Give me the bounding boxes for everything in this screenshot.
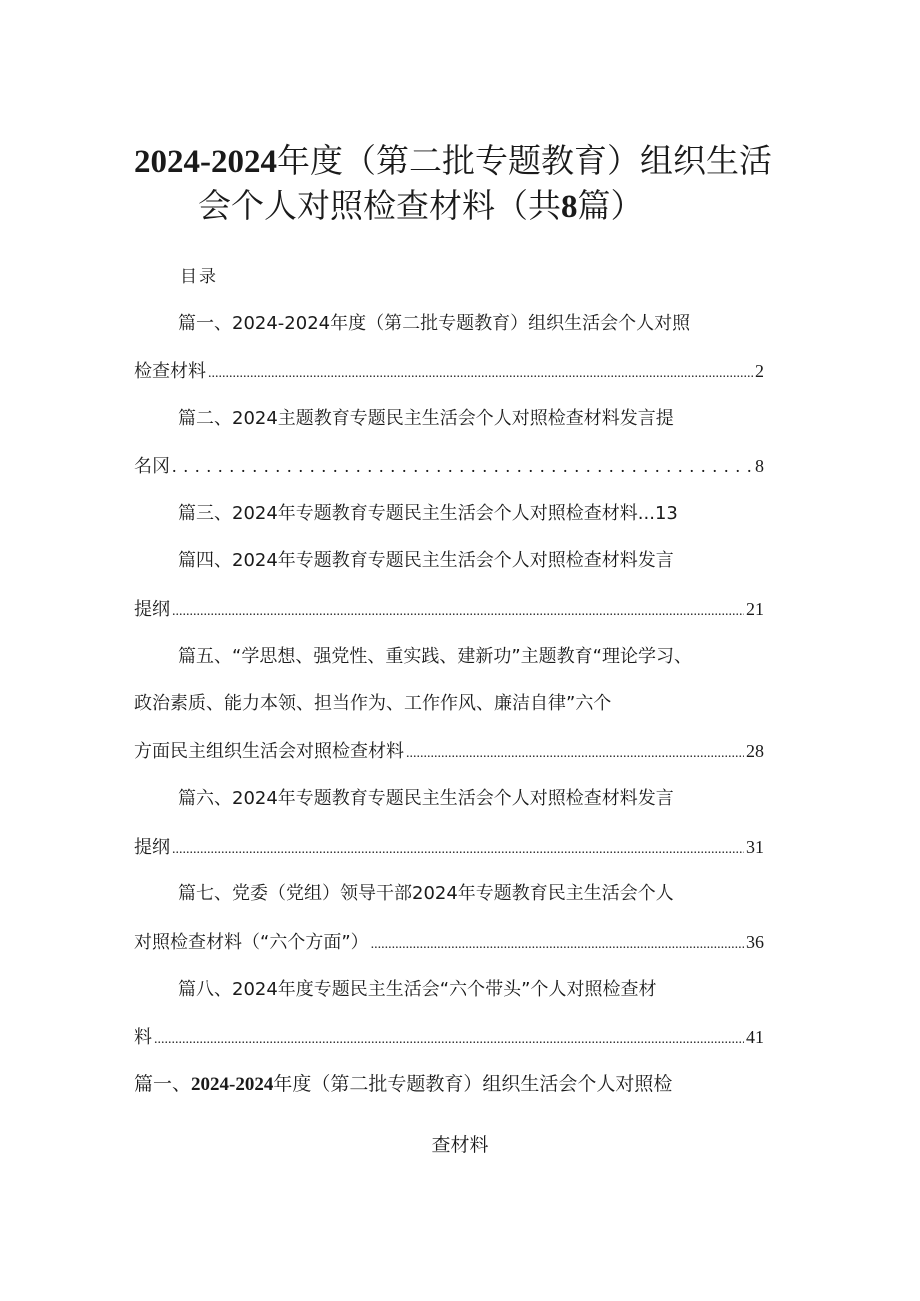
toc-entry-6-page: 31 [746,837,764,857]
toc-entry-4-line-2[interactable] [134,596,764,625]
toc-leader-dots [371,932,744,958]
document-title-line-1 [134,141,920,182]
section-heading [134,1070,672,1099]
section-heading-year: 2024-2024 [191,1074,274,1095]
title-text-2a: 会个人对照检查材料（共 [198,186,561,225]
toc-entry-8-text: 料 [134,1027,152,1048]
document-title-line-2 [198,186,920,227]
toc-entry-2-line-2[interactable] [134,453,764,480]
toc-entry-7-text: 对照检查材料（“六个方面”） [134,932,369,953]
toc-entry-1-line-1[interactable]: 篇一、2024-2024年度（第二批专题教育）组织生活会个人对照 [178,313,691,334]
toc-entry-6-line-1[interactable]: 篇六、2024年专题教育专题民主生活会个人对照检查材料发言 [178,788,674,809]
section-heading-prefix: 篇一、 [134,1073,192,1095]
toc-entry-8-line-2[interactable] [134,1024,764,1053]
toc-entry-6-text: 提纲 [134,837,170,858]
toc-leader-dots [172,837,744,863]
toc-entry-6-line-2[interactable] [134,834,764,863]
section-heading-text: 年度（第二批专题教育）组织生活会个人对照检 [273,1073,673,1095]
title-year: 2024-2024 [134,144,277,180]
section-heading-line-2: 查材料 [431,1134,489,1156]
toc-entry-8-line-1[interactable]: 篇八、2024年度专题民主生活会“六个带头”个人对照检查材 [178,979,657,1000]
toc-label: 目录 [180,267,218,287]
toc-entry-5-line-1[interactable]: 篇五、“学思想、强党性、重实践、建新功”主题教育“理论学习、 [178,646,692,667]
title-text-1: 年度（第二批专题教育）组织生活 [277,141,772,180]
toc-leader-dots [172,599,744,625]
toc-entry-2-line-1[interactable]: 篇二、2024主题教育专题民主生活会个人对照检查材料发言提 [178,408,674,429]
toc-entry-5-text: 方面民主组织生活会对照检查材料 [134,741,404,762]
toc-entry-1-text: 检查材料 [134,361,206,382]
toc-entry-5-line-2[interactable] [134,738,764,767]
title-count: 8 [561,189,578,225]
toc-entry-1-page: 2 [755,361,764,381]
toc-leader-dots [208,361,753,387]
toc-leader-dots [154,1027,744,1053]
toc-entry-4-line-1[interactable]: 篇四、2024年专题教育专题民主生活会个人对照检查材料发言 [178,550,674,571]
toc-entry-4-page: 21 [746,599,764,619]
toc-entry-2-page: 8 [755,456,764,476]
toc-entry-3-line-1[interactable]: 篇三、2024年专题教育专题民主生活会个人对照检查材料...13 [178,503,678,524]
toc-entry-5-page: 28 [746,741,764,761]
toc-entry-5-line-1b[interactable]: 政治素质、能力本领、担当作为、工作作风、廉洁自律”六个 [134,693,612,714]
toc-entry-7-page: 36 [746,932,764,952]
toc-entry-1-line-2[interactable] [134,358,764,387]
toc-leader-dots [406,741,744,767]
title-text-2b: 篇） [577,186,644,225]
toc-entry-7-line-2[interactable] [134,929,764,958]
toc-entry-8-page: 41 [746,1027,764,1047]
toc-leader-dots [172,453,753,479]
toc-entry-7-line-1[interactable]: 篇七、党委（党组）领导干部2024年专题教育民主生活会个人 [178,883,674,904]
toc-entry-2-text: 名冈 [134,456,170,477]
toc-entry-4-text: 提纲 [134,599,170,620]
